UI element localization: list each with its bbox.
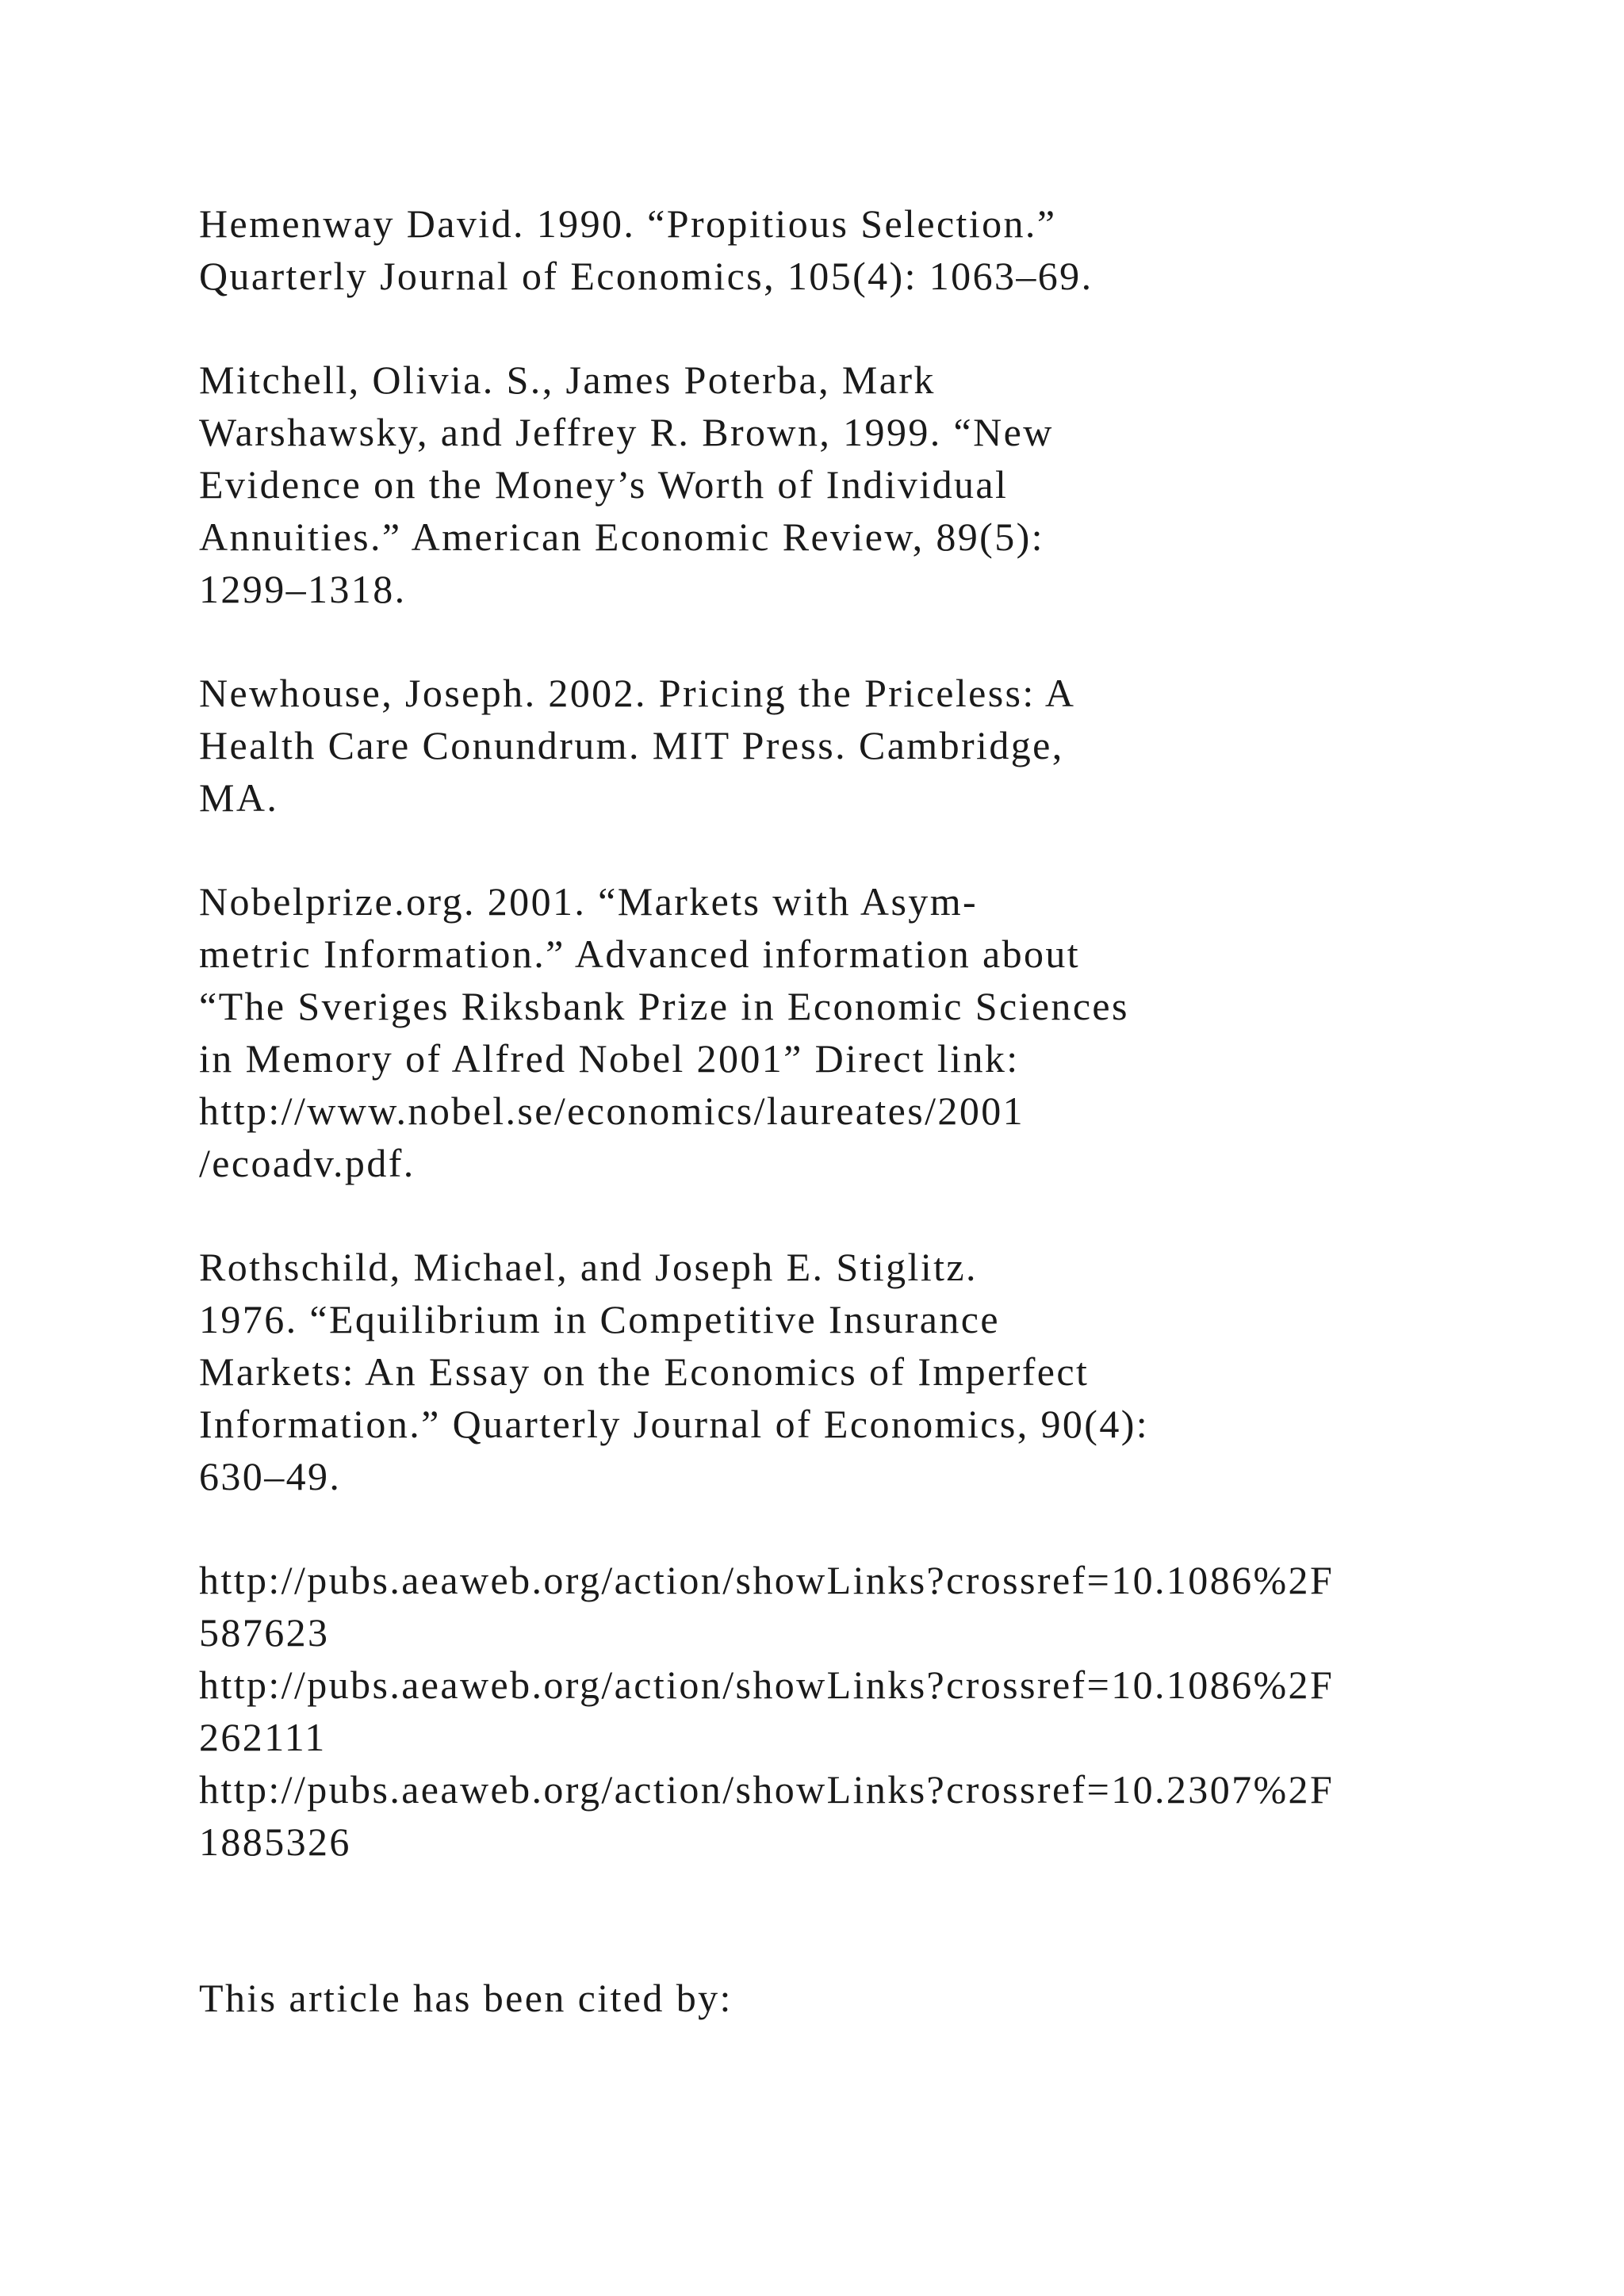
reference-line: Evidence on the Money’s Worth of Individual	[199, 462, 1009, 507]
reference-line: Quarterly Journal of Economics, 105(4): 1063–69.	[199, 254, 1094, 298]
reference-link-line: http://www.nobel.se/economics/laureates/2001	[199, 1089, 1025, 1133]
crossref-link: 1885326	[199, 1820, 351, 1864]
crossref-link: 587623	[199, 1610, 330, 1655]
reference-line: MA.	[199, 775, 279, 820]
reference-line: 1976. “Equilibrium in Competitive Insurance	[199, 1297, 1000, 1341]
reference-line: Warshawsky, and Jeffrey R. Brown, 1999. “New	[199, 410, 1054, 454]
crossref-link: http://pubs.aeaweb.org/action/showLinks?crossref=10.1086%2F	[199, 1558, 1335, 1602]
crossref-link: http://pubs.aeaweb.org/action/showLinks?crossref=10.1086%2F	[199, 1663, 1335, 1707]
reference-line: Mitchell, Olivia. S., James Poterba, Mark	[199, 358, 936, 402]
reference-line: Nobelprize.org. 2001. “Markets with Asym-	[199, 879, 979, 924]
reference-line: Markets: An Essay on the Economics of Imperfect	[199, 1349, 1090, 1394]
reference-line: Information.” Quarterly Journal of Economics, 90(4):	[199, 1402, 1150, 1446]
reference-line: 1299–1318.	[199, 567, 407, 611]
crossref-link: 262111	[199, 1715, 327, 1759]
reference-line: Annuities.” American Economic Review, 89(5):	[199, 515, 1044, 559]
reference-line: in Memory of Alfred Nobel 2001” Direct link:	[199, 1036, 1020, 1081]
reference-line: “The Sveriges Riksbank Prize in Economic Sciences	[199, 984, 1129, 1028]
reference-line: metric Information.” Advanced information about	[199, 932, 1081, 976]
crossref-link: http://pubs.aeaweb.org/action/showLinks?crossref=10.2307%2F	[199, 1767, 1335, 1812]
reference-line: Hemenway David. 1990. “Propitious Selection.”	[199, 201, 1057, 246]
cited-by-heading: This article has been cited by:	[199, 1976, 733, 2020]
reference-line: Newhouse, Joseph. 2002. Pricing the Priceless: A	[199, 671, 1076, 715]
reference-link-line: /ecoadv.pdf.	[199, 1141, 416, 1185]
reference-line: Rothschild, Michael, and Joseph E. Stiglitz.	[199, 1245, 978, 1289]
reference-line: Health Care Conundrum. MIT Press. Cambridge,	[199, 723, 1064, 767]
reference-line: 630–49.	[199, 1454, 342, 1498]
